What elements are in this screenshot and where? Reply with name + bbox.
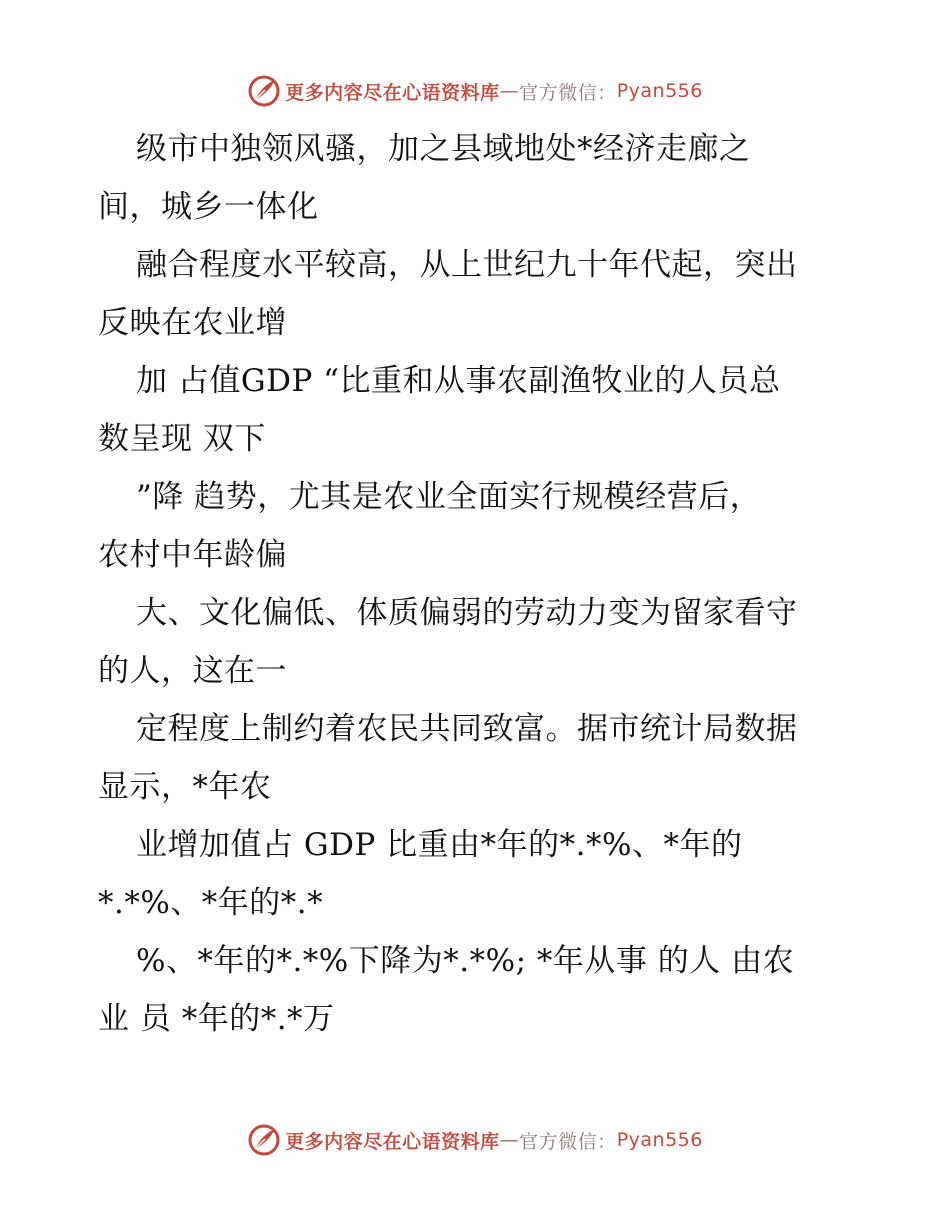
banner-wechat-label: 官方微信： <box>519 1130 617 1153</box>
body-line: 级市中独领风骚，加之县域地处*经济走廊之 <box>136 131 751 167</box>
banner-wechat-label: 官方微信： <box>519 81 617 104</box>
body-line: 大、文化偏低、体质偏弱的劳动力变为留家看守 <box>136 595 798 631</box>
body-line: 的人，这在一 <box>98 653 287 689</box>
body-line: %、*年的*.*%下降为*.*%; *年从事 的人 由农 <box>136 943 795 979</box>
body-line: 显示，*年农 <box>98 769 272 805</box>
body-line: 业 员 *年的*.*万 <box>98 1001 335 1037</box>
body-line: 融合程度水平较高，从上世纪九十年代起，突出 <box>136 247 798 283</box>
body-line: 反映在农业增 <box>98 305 287 341</box>
banner-dash: — <box>499 1129 520 1151</box>
banner-wechat-id: Pyan556 <box>616 1129 703 1151</box>
body-line: *.*%、*年的*.* <box>98 885 324 921</box>
body-line: 农村中年龄偏 <box>98 537 287 573</box>
body-line: 业增加值占 GDP 比重由*年的*.*%、*年的 <box>136 827 743 863</box>
banner-lead-text: 更多内容尽在心语资料库 <box>285 81 500 104</box>
body-line: 间，城乡一体化 <box>98 189 319 225</box>
banner-wechat-id: Pyan556 <box>616 80 703 102</box>
body-line: 数呈现 双下 <box>98 421 266 457</box>
body-line: ”降 趋势，尤其是农业全面实行规模经营后， <box>136 479 762 515</box>
body-line: 加 占值GDP “比重和从事农副渔牧业的人员总 <box>136 363 781 399</box>
header-banner <box>0 71 950 111</box>
footer-banner <box>0 1120 950 1160</box>
document-body <box>98 120 858 1048</box>
feather-pen-logo-icon <box>247 74 281 108</box>
body-line: 定程度上制约着农民共同致富。据市统计局数据 <box>136 711 798 747</box>
feather-pen-logo-icon <box>247 1123 281 1157</box>
banner-lead-text: 更多内容尽在心语资料库 <box>285 1130 500 1153</box>
banner-dash: — <box>499 80 520 102</box>
